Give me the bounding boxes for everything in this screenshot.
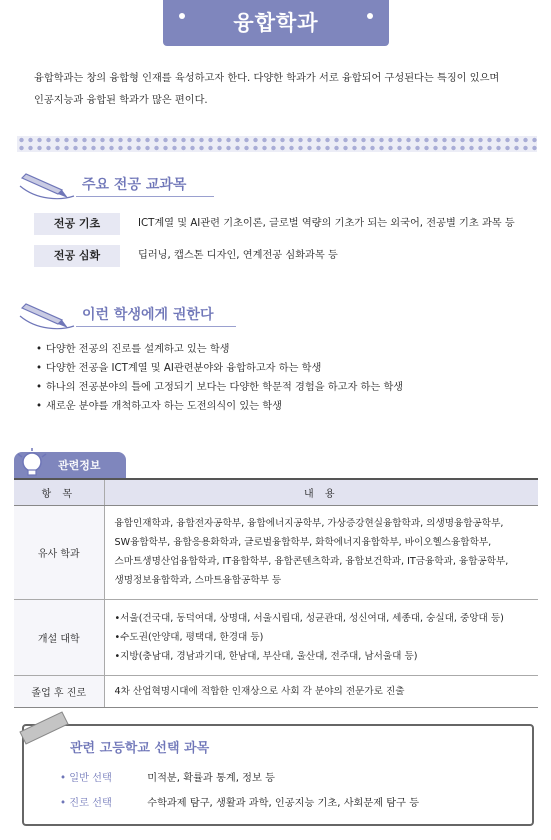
content-line: •수도권(안양대, 평택대, 한경대 등) <box>114 631 264 643</box>
intro-text <box>34 68 534 112</box>
hs-heading: 관련 고등학교 선택 과목 <box>70 741 210 756</box>
major-tag: 전공 기초 <box>34 213 120 235</box>
table-cell-content <box>104 675 538 707</box>
info-tab <box>14 452 126 478</box>
pencil-icon <box>18 172 76 202</box>
list-item: • 새로운 분야를 개척하고자 하는 도전의식이 있는 학생 <box>36 397 516 416</box>
content-line: 융합인재학과, 융합전자공학부, 융합에너지공학부, 가상증강현실융합학과, 의생명융합공학부, <box>114 518 504 529</box>
content-line: •서울(건국대, 동덕여대, 상명대, 서울시립대, 성균관대, 성신여대, 세종대, 숭실대, 중앙대 등) <box>114 612 504 624</box>
list-item: • 다양한 전공을 ICT계열 및 AI관련분야와 융합하고자 하는 학생 <box>36 359 516 378</box>
table-cell-content <box>104 599 538 675</box>
table-cell-content <box>104 505 538 599</box>
table-cell-label: 유사 학과 <box>14 505 104 599</box>
major-desc: ICT계열 및 AI관련 기초이론, 글로벌 역량의 기초가 되는 외국어, 전공별 기초 과목 등 <box>138 218 515 229</box>
majors-heading-label: 주요 전공 교과목 <box>82 177 187 193</box>
recommend-heading <box>18 302 418 332</box>
hs-row-key: • 일반 선택 <box>60 770 144 788</box>
page-title: 융합학과 <box>233 11 319 35</box>
table-row <box>14 505 538 599</box>
hs-row-value: 수학과제 탐구, 생활과 과학, 인공지능 기초, 사회문제 탐구 등 <box>147 798 420 809</box>
related-info-table <box>14 478 538 708</box>
intro-line: 인공지능과 융합된 학과가 많은 편이다. <box>34 95 208 106</box>
content-line: 4차 산업혁명시대에 적합한 인재상으로 사회 각 분야의 전문가로 진출 <box>114 685 405 697</box>
hs-row <box>60 795 419 813</box>
content-line: 생명정보융합학과, 스마트융합공학부 등 <box>114 575 282 586</box>
table-cell-label: 개설 대학 <box>14 599 104 675</box>
majors-heading <box>18 172 418 202</box>
tape-icon <box>18 710 70 746</box>
hs-row <box>60 770 275 788</box>
recommend-list <box>36 340 516 416</box>
content-line: •지방(충남대, 경남과기대, 한남대, 부산대, 울산대, 전주대, 남서울대 등) <box>114 650 418 662</box>
list-item: • 다양한 전공의 진로를 설계하고 있는 학생 <box>36 340 516 359</box>
heading-underline <box>76 326 236 327</box>
major-tag: 전공 심화 <box>34 245 120 267</box>
content-line: SW융합학부, 융합응용화학과, 글로벌융합학부, 화학에너지융합학부, 바이오헬스융합학부, <box>114 537 492 548</box>
pencil-icon <box>18 302 76 332</box>
major-row <box>34 245 544 267</box>
dotted-divider <box>17 136 537 152</box>
hs-row-key: • 진로 선택 <box>60 795 144 813</box>
table-header-cell: 항 목 <box>14 479 104 505</box>
table-header-cell: 내 용 <box>104 479 538 505</box>
content-line: 스마트생명산업융합학과, IT융합학부, 융합콘텐츠학과, 융합보건학과, IT금융학과, 융합공학부, <box>114 556 509 567</box>
major-row <box>34 213 544 235</box>
table-row <box>14 599 538 675</box>
title-banner <box>163 0 389 46</box>
table-header-row <box>14 479 538 505</box>
pin-right-icon <box>367 13 373 19</box>
table-cell-label: 졸업 후 진로 <box>14 675 104 707</box>
heading-underline <box>76 196 214 197</box>
intro-line: 융합학과는 창의 융합형 인재를 육성하고자 한다. 다양한 학과가 서로 융합되어 구성된다는 특징이 있으며 <box>34 73 500 84</box>
lightbulb-icon <box>14 448 50 480</box>
hs-row-value: 미적분, 확률과 통계, 정보 등 <box>147 773 275 784</box>
info-tab-label: 관련정보 <box>58 459 101 472</box>
pin-left-icon <box>179 13 185 19</box>
list-item: • 하나의 전공분야의 틀에 고정되기 보다는 다양한 학문적 경험을 하고자 하는 학생 <box>36 378 516 397</box>
table-row <box>14 675 538 707</box>
recommend-heading-label: 이런 학생에게 권한다 <box>82 307 214 323</box>
major-desc: 딥러닝, 캡스톤 디자인, 연계전공 심화과목 등 <box>138 250 338 261</box>
